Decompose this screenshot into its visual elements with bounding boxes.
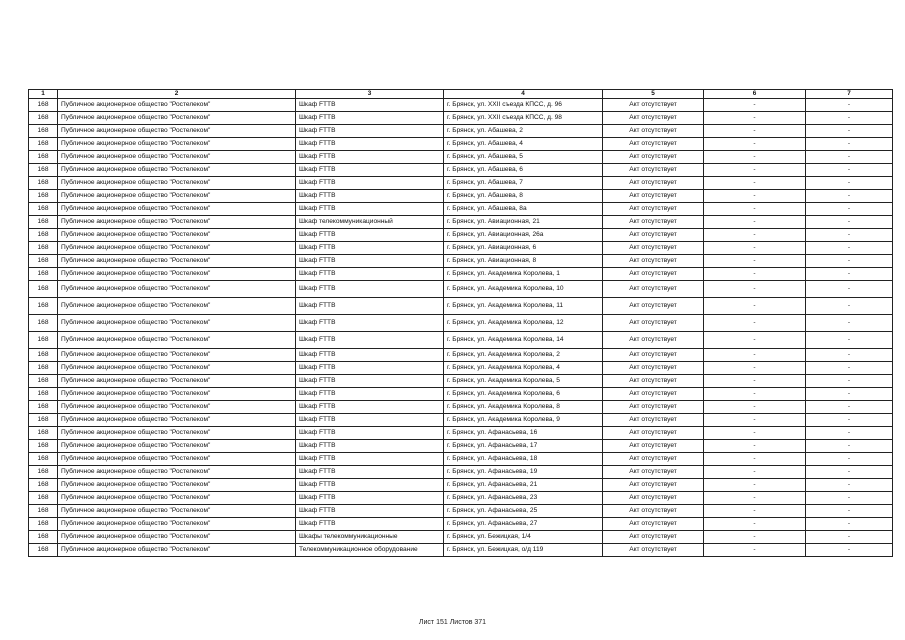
table-row — [29, 138, 893, 151]
object-type-cell: Шкаф FTTB — [296, 479, 444, 492]
organization-cell: Публичное акционерное общество "Ростелеком" — [58, 440, 296, 453]
address-cell: г. Брянск, ул. Абашева, 8 — [444, 190, 603, 203]
column-6-cell: - — [704, 125, 806, 138]
column-header-7: 7 — [806, 90, 893, 99]
row-number-cell: 168 — [29, 203, 58, 216]
organization-cell: Публичное акционерное общество "Ростелеком" — [58, 362, 296, 375]
organization-cell: Публичное акционерное общество "Ростелеком" — [58, 281, 296, 298]
row-number-cell: 168 — [29, 453, 58, 466]
table-row — [29, 414, 893, 427]
object-type-cell: Шкаф FTTB — [296, 190, 444, 203]
row-number-cell: 168 — [29, 112, 58, 125]
object-type-cell: Шкаф FTTB — [296, 151, 444, 164]
column-6-cell: - — [704, 229, 806, 242]
column-6-cell: - — [704, 518, 806, 531]
act-status-cell: Акт отсутствует — [603, 332, 704, 349]
row-number-cell: 168 — [29, 440, 58, 453]
address-cell: г. Брянск, ул. Абашева, 2 — [444, 125, 603, 138]
address-cell: г. Брянск, ул. Афанасьева, 19 — [444, 466, 603, 479]
column-6-cell: - — [704, 479, 806, 492]
row-number-cell: 168 — [29, 531, 58, 544]
row-number-cell: 168 — [29, 362, 58, 375]
row-number-cell: 168 — [29, 466, 58, 479]
act-status-cell: Акт отсутствует — [603, 388, 704, 401]
organization-cell: Публичное акционерное общество "Ростелеком" — [58, 203, 296, 216]
row-number-cell: 168 — [29, 151, 58, 164]
object-type-cell: Шкаф FTTB — [296, 229, 444, 242]
column-6-cell: - — [704, 332, 806, 349]
address-cell: г. Брянск, ул. Абашева, 5 — [444, 151, 603, 164]
column-7-cell: - — [806, 349, 893, 362]
act-status-cell: Акт отсутствует — [603, 229, 704, 242]
organization-cell: Публичное акционерное общество "Ростелеком" — [58, 492, 296, 505]
act-status-cell: Акт отсутствует — [603, 298, 704, 315]
table-row — [29, 125, 893, 138]
address-cell: г. Брянск, ул. Авиационная, 26а — [444, 229, 603, 242]
column-6-cell: - — [704, 164, 806, 177]
row-number-cell: 168 — [29, 544, 58, 557]
address-cell: г. Брянск, ул. Академика Королева, 4 — [444, 362, 603, 375]
object-type-cell: Шкаф FTTB — [296, 332, 444, 349]
column-7-cell: - — [806, 414, 893, 427]
address-cell: г. Брянск, ул. Бежицкая, 1/4 — [444, 531, 603, 544]
object-type-cell: Шкаф FTTB — [296, 281, 444, 298]
row-number-cell: 168 — [29, 138, 58, 151]
row-number-cell: 168 — [29, 479, 58, 492]
object-type-cell: Шкаф FTTB — [296, 177, 444, 190]
act-status-cell: Акт отсутствует — [603, 401, 704, 414]
column-7-cell: - — [806, 401, 893, 414]
column-7-cell: - — [806, 505, 893, 518]
address-cell: г. Брянск, ул. Академика Королева, 5 — [444, 375, 603, 388]
table-row — [29, 151, 893, 164]
object-type-cell: Шкаф FTTB — [296, 242, 444, 255]
act-status-cell: Акт отсутствует — [603, 138, 704, 151]
address-cell: г. Брянск, ул. Академика Королева, 12 — [444, 315, 603, 332]
act-status-cell: Акт отсутствует — [603, 242, 704, 255]
object-type-cell: Шкаф FTTB — [296, 112, 444, 125]
organization-cell: Публичное акционерное общество "Ростелеком" — [58, 138, 296, 151]
column-6-cell: - — [704, 466, 806, 479]
object-type-cell: Шкаф FTTB — [296, 492, 444, 505]
column-6-cell: - — [704, 112, 806, 125]
column-6-cell: - — [704, 138, 806, 151]
table-row — [29, 349, 893, 362]
address-cell: г. Брянск, ул. Академика Королева, 1 — [444, 268, 603, 281]
table-row — [29, 99, 893, 112]
column-7-cell: - — [806, 298, 893, 315]
table-row — [29, 466, 893, 479]
act-status-cell: Акт отсутствует — [603, 414, 704, 427]
table-row — [29, 492, 893, 505]
address-cell: г. Брянск, ул. Афанасьева, 16 — [444, 427, 603, 440]
address-cell: г. Брянск, ул. Авиационная, 21 — [444, 216, 603, 229]
object-type-cell: Шкаф FTTB — [296, 255, 444, 268]
table-row — [29, 298, 893, 315]
table-row — [29, 255, 893, 268]
header-row — [29, 90, 893, 99]
row-number-cell: 168 — [29, 414, 58, 427]
table-row — [29, 281, 893, 298]
organization-cell: Публичное акционерное общество "Ростелеком" — [58, 229, 296, 242]
column-6-cell: - — [704, 427, 806, 440]
row-number-cell: 168 — [29, 229, 58, 242]
column-7-cell: - — [806, 281, 893, 298]
table-row — [29, 375, 893, 388]
column-header-6: 6 — [704, 90, 806, 99]
table-row — [29, 164, 893, 177]
act-status-cell: Акт отсутствует — [603, 349, 704, 362]
row-number-cell: 168 — [29, 315, 58, 332]
column-7-cell: - — [806, 466, 893, 479]
column-6-cell: - — [704, 190, 806, 203]
column-7-cell: - — [806, 531, 893, 544]
organization-cell: Публичное акционерное общество "Ростелеком" — [58, 375, 296, 388]
address-cell: г. Брянск, ул. Академика Королева, 9 — [444, 414, 603, 427]
address-cell: г. Брянск, ул. XXII съезда КПСС, д. 96 — [444, 99, 603, 112]
object-type-cell: Шкаф FTTB — [296, 453, 444, 466]
address-cell: г. Брянск, ул. Бежицкая, о/д 119 — [444, 544, 603, 557]
organization-cell: Публичное акционерное общество "Ростелеком" — [58, 177, 296, 190]
table-row — [29, 479, 893, 492]
organization-cell: Публичное акционерное общество "Ростелеком" — [58, 414, 296, 427]
address-cell: г. Брянск, ул. Академика Королева, 14 — [444, 332, 603, 349]
row-number-cell: 168 — [29, 375, 58, 388]
column-6-cell: - — [704, 281, 806, 298]
act-status-cell: Акт отсутствует — [603, 99, 704, 112]
organization-cell: Публичное акционерное общество "Ростелеком" — [58, 99, 296, 112]
column-header-3: 3 — [296, 90, 444, 99]
table-row — [29, 203, 893, 216]
act-status-cell: Акт отсутствует — [603, 440, 704, 453]
act-status-cell: Акт отсутствует — [603, 177, 704, 190]
address-cell: г. Брянск, ул. Афанасьева, 27 — [444, 518, 603, 531]
column-6-cell: - — [704, 453, 806, 466]
column-7-cell: - — [806, 388, 893, 401]
column-7-cell: - — [806, 332, 893, 349]
column-7-cell: - — [806, 544, 893, 557]
act-status-cell: Акт отсутствует — [603, 427, 704, 440]
column-7-cell: - — [806, 151, 893, 164]
column-6-cell: - — [704, 401, 806, 414]
act-status-cell: Акт отсутствует — [603, 362, 704, 375]
row-number-cell: 168 — [29, 492, 58, 505]
column-7-cell: - — [806, 453, 893, 466]
column-7-cell: - — [806, 518, 893, 531]
object-type-cell: Шкаф FTTB — [296, 125, 444, 138]
table-row — [29, 315, 893, 332]
organization-cell: Публичное акционерное общество "Ростелеком" — [58, 349, 296, 362]
act-status-cell: Акт отсутствует — [603, 375, 704, 388]
organization-cell: Публичное акционерное общество "Ростелеком" — [58, 388, 296, 401]
column-6-cell: - — [704, 151, 806, 164]
organization-cell: Публичное акционерное общество "Ростелеком" — [58, 466, 296, 479]
register-table — [28, 89, 893, 557]
column-7-cell: - — [806, 479, 893, 492]
address-cell: г. Брянск, ул. Афанасьева, 25 — [444, 505, 603, 518]
column-6-cell: - — [704, 349, 806, 362]
address-cell: г. Брянск, ул. Академика Королева, 8 — [444, 401, 603, 414]
organization-cell: Публичное акционерное общество "Ростелеком" — [58, 298, 296, 315]
organization-cell: Публичное акционерное общество "Ростелеком" — [58, 453, 296, 466]
object-type-cell: Шкаф FTTB — [296, 375, 444, 388]
column-header-4: 4 — [444, 90, 603, 99]
organization-cell: Публичное акционерное общество "Ростелеком" — [58, 427, 296, 440]
act-status-cell: Акт отсутствует — [603, 492, 704, 505]
object-type-cell: Шкаф FTTB — [296, 440, 444, 453]
column-6-cell: - — [704, 544, 806, 557]
organization-cell: Публичное акционерное общество "Ростелеком" — [58, 242, 296, 255]
address-cell: г. Брянск, ул. Академика Королева, 11 — [444, 298, 603, 315]
table-row — [29, 268, 893, 281]
column-7-cell: - — [806, 427, 893, 440]
object-type-cell: Телекоммуникационное оборудование — [296, 544, 444, 557]
organization-cell: Публичное акционерное общество "Ростелеком" — [58, 164, 296, 177]
organization-cell: Публичное акционерное общество "Ростелеком" — [58, 112, 296, 125]
object-type-cell: Шкаф FTTB — [296, 518, 444, 531]
organization-cell: Публичное акционерное общество "Ростелеком" — [58, 255, 296, 268]
table-header — [29, 90, 893, 99]
address-cell: г. Брянск, ул. Афанасьева, 18 — [444, 453, 603, 466]
object-type-cell: Шкаф FTTB — [296, 362, 444, 375]
column-7-cell: - — [806, 177, 893, 190]
table-row — [29, 401, 893, 414]
table-row — [29, 518, 893, 531]
table-row — [29, 216, 893, 229]
table-row — [29, 427, 893, 440]
table-row — [29, 453, 893, 466]
row-number-cell: 168 — [29, 125, 58, 138]
organization-cell: Публичное акционерное общество "Ростелеком" — [58, 401, 296, 414]
table-row — [29, 531, 893, 544]
address-cell: г. Брянск, ул. XXII съезда КПСС, д. 98 — [444, 112, 603, 125]
act-status-cell: Акт отсутствует — [603, 164, 704, 177]
column-7-cell: - — [806, 268, 893, 281]
column-6-cell: - — [704, 388, 806, 401]
column-6-cell: - — [704, 203, 806, 216]
organization-cell: Публичное акционерное общество "Ростелеком" — [58, 151, 296, 164]
table-row — [29, 388, 893, 401]
organization-cell: Публичное акционерное общество "Ростелеком" — [58, 332, 296, 349]
address-cell: г. Брянск, ул. Академика Королева, 6 — [444, 388, 603, 401]
act-status-cell: Акт отсутствует — [603, 281, 704, 298]
row-number-cell: 168 — [29, 518, 58, 531]
object-type-cell: Шкаф FTTB — [296, 138, 444, 151]
column-6-cell: - — [704, 362, 806, 375]
column-6-cell: - — [704, 315, 806, 332]
row-number-cell: 168 — [29, 255, 58, 268]
act-status-cell: Акт отсутствует — [603, 505, 704, 518]
act-status-cell: Акт отсутствует — [603, 190, 704, 203]
organization-cell: Публичное акционерное общество "Ростелеком" — [58, 479, 296, 492]
column-6-cell: - — [704, 255, 806, 268]
organization-cell: Публичное акционерное общество "Ростелеком" — [58, 505, 296, 518]
table-row — [29, 544, 893, 557]
act-status-cell: Акт отсутствует — [603, 151, 704, 164]
column-6-cell: - — [704, 531, 806, 544]
organization-cell: Публичное акционерное общество "Ростелеком" — [58, 190, 296, 203]
object-type-cell: Шкаф FTTB — [296, 298, 444, 315]
object-type-cell: Шкаф FTTB — [296, 164, 444, 177]
object-type-cell: Шкаф FTTB — [296, 414, 444, 427]
address-cell: г. Брянск, ул. Абашева, 6 — [444, 164, 603, 177]
organization-cell: Публичное акционерное общество "Ростелеком" — [58, 268, 296, 281]
act-status-cell: Акт отсутствует — [603, 216, 704, 229]
row-number-cell: 168 — [29, 190, 58, 203]
table-row — [29, 177, 893, 190]
organization-cell: Публичное акционерное общество "Ростелеком" — [58, 544, 296, 557]
column-7-cell: - — [806, 255, 893, 268]
row-number-cell: 168 — [29, 164, 58, 177]
column-6-cell: - — [704, 177, 806, 190]
act-status-cell: Акт отсутствует — [603, 518, 704, 531]
page-number-label: Лист 151 Листов 371 — [418, 619, 487, 626]
object-type-cell: Шкаф FTTB — [296, 268, 444, 281]
table-row — [29, 505, 893, 518]
row-number-cell: 168 — [29, 388, 58, 401]
address-cell: г. Брянск, ул. Абашева, 8а — [444, 203, 603, 216]
object-type-cell: Шкаф FTTB — [296, 388, 444, 401]
column-7-cell: - — [806, 138, 893, 151]
column-header-5: 5 — [603, 90, 704, 99]
address-cell: г. Брянск, ул. Афанасьева, 17 — [444, 440, 603, 453]
address-cell: г. Брянск, ул. Абашева, 7 — [444, 177, 603, 190]
table-row — [29, 229, 893, 242]
column-6-cell: - — [704, 99, 806, 112]
address-cell: г. Брянск, ул. Академика Королева, 10 — [444, 281, 603, 298]
row-number-cell: 168 — [29, 99, 58, 112]
column-6-cell: - — [704, 268, 806, 281]
column-7-cell: - — [806, 362, 893, 375]
row-number-cell: 168 — [29, 401, 58, 414]
act-status-cell: Акт отсутствует — [603, 453, 704, 466]
organization-cell: Публичное акционерное общество "Ростелеком" — [58, 531, 296, 544]
row-number-cell: 168 — [29, 349, 58, 362]
column-6-cell: - — [704, 492, 806, 505]
row-number-cell: 168 — [29, 332, 58, 349]
object-type-cell: Шкаф FTTB — [296, 401, 444, 414]
object-type-cell: Шкаф FTTB — [296, 203, 444, 216]
column-6-cell: - — [704, 298, 806, 315]
act-status-cell: Акт отсутствует — [603, 466, 704, 479]
organization-cell: Публичное акционерное общество "Ростелеком" — [58, 315, 296, 332]
row-number-cell: 168 — [29, 268, 58, 281]
object-type-cell: Шкаф FTTB — [296, 99, 444, 112]
column-6-cell: - — [704, 216, 806, 229]
column-7-cell: - — [806, 375, 893, 388]
page-footer — [0, 619, 905, 626]
table-row — [29, 112, 893, 125]
table-body — [29, 99, 893, 557]
act-status-cell: Акт отсутствует — [603, 479, 704, 492]
address-cell: г. Брянск, ул. Афанасьева, 23 — [444, 492, 603, 505]
column-header-1: 1 — [29, 90, 58, 99]
organization-cell: Публичное акционерное общество "Ростелеком" — [58, 216, 296, 229]
act-status-cell: Акт отсутствует — [603, 268, 704, 281]
column-6-cell: - — [704, 440, 806, 453]
row-number-cell: 168 — [29, 298, 58, 315]
act-status-cell: Акт отсутствует — [603, 203, 704, 216]
table-row — [29, 190, 893, 203]
row-number-cell: 168 — [29, 177, 58, 190]
column-7-cell: - — [806, 125, 893, 138]
column-7-cell: - — [806, 440, 893, 453]
object-type-cell: Шкаф FTTB — [296, 466, 444, 479]
row-number-cell: 168 — [29, 427, 58, 440]
column-6-cell: - — [704, 375, 806, 388]
column-7-cell: - — [806, 242, 893, 255]
column-7-cell: - — [806, 190, 893, 203]
organization-cell: Публичное акционерное общество "Ростелеком" — [58, 125, 296, 138]
column-7-cell: - — [806, 229, 893, 242]
table-row — [29, 242, 893, 255]
address-cell: г. Брянск, ул. Абашева, 4 — [444, 138, 603, 151]
column-7-cell: - — [806, 492, 893, 505]
column-6-cell: - — [704, 242, 806, 255]
column-6-cell: - — [704, 505, 806, 518]
act-status-cell: Акт отсутствует — [603, 125, 704, 138]
column-7-cell: - — [806, 315, 893, 332]
act-status-cell: Акт отсутствует — [603, 544, 704, 557]
act-status-cell: Акт отсутствует — [603, 531, 704, 544]
table-row — [29, 440, 893, 453]
object-type-cell: Шкаф FTTB — [296, 505, 444, 518]
column-7-cell: - — [806, 216, 893, 229]
row-number-cell: 168 — [29, 242, 58, 255]
row-number-cell: 168 — [29, 505, 58, 518]
row-number-cell: 168 — [29, 216, 58, 229]
object-type-cell: Шкаф FTTB — [296, 349, 444, 362]
column-7-cell: - — [806, 203, 893, 216]
address-cell: г. Брянск, ул. Афанасьева, 21 — [444, 479, 603, 492]
column-7-cell: - — [806, 99, 893, 112]
row-number-cell: 168 — [29, 281, 58, 298]
column-7-cell: - — [806, 112, 893, 125]
object-type-cell: Шкафы телекоммуникационные — [296, 531, 444, 544]
organization-cell: Публичное акционерное общество "Ростелеком" — [58, 518, 296, 531]
act-status-cell: Акт отсутствует — [603, 255, 704, 268]
column-7-cell: - — [806, 164, 893, 177]
table-row — [29, 362, 893, 375]
object-type-cell: Шкаф телекоммуникационный — [296, 216, 444, 229]
act-status-cell: Акт отсутствует — [603, 315, 704, 332]
address-cell: г. Брянск, ул. Академика Королева, 2 — [444, 349, 603, 362]
address-cell: г. Брянск, ул. Авиационная, 6 — [444, 242, 603, 255]
table-row — [29, 332, 893, 349]
column-6-cell: - — [704, 414, 806, 427]
column-header-2: 2 — [58, 90, 296, 99]
act-status-cell: Акт отсутствует — [603, 112, 704, 125]
object-type-cell: Шкаф FTTB — [296, 427, 444, 440]
object-type-cell: Шкаф FTTB — [296, 315, 444, 332]
address-cell: г. Брянск, ул. Авиационная, 8 — [444, 255, 603, 268]
